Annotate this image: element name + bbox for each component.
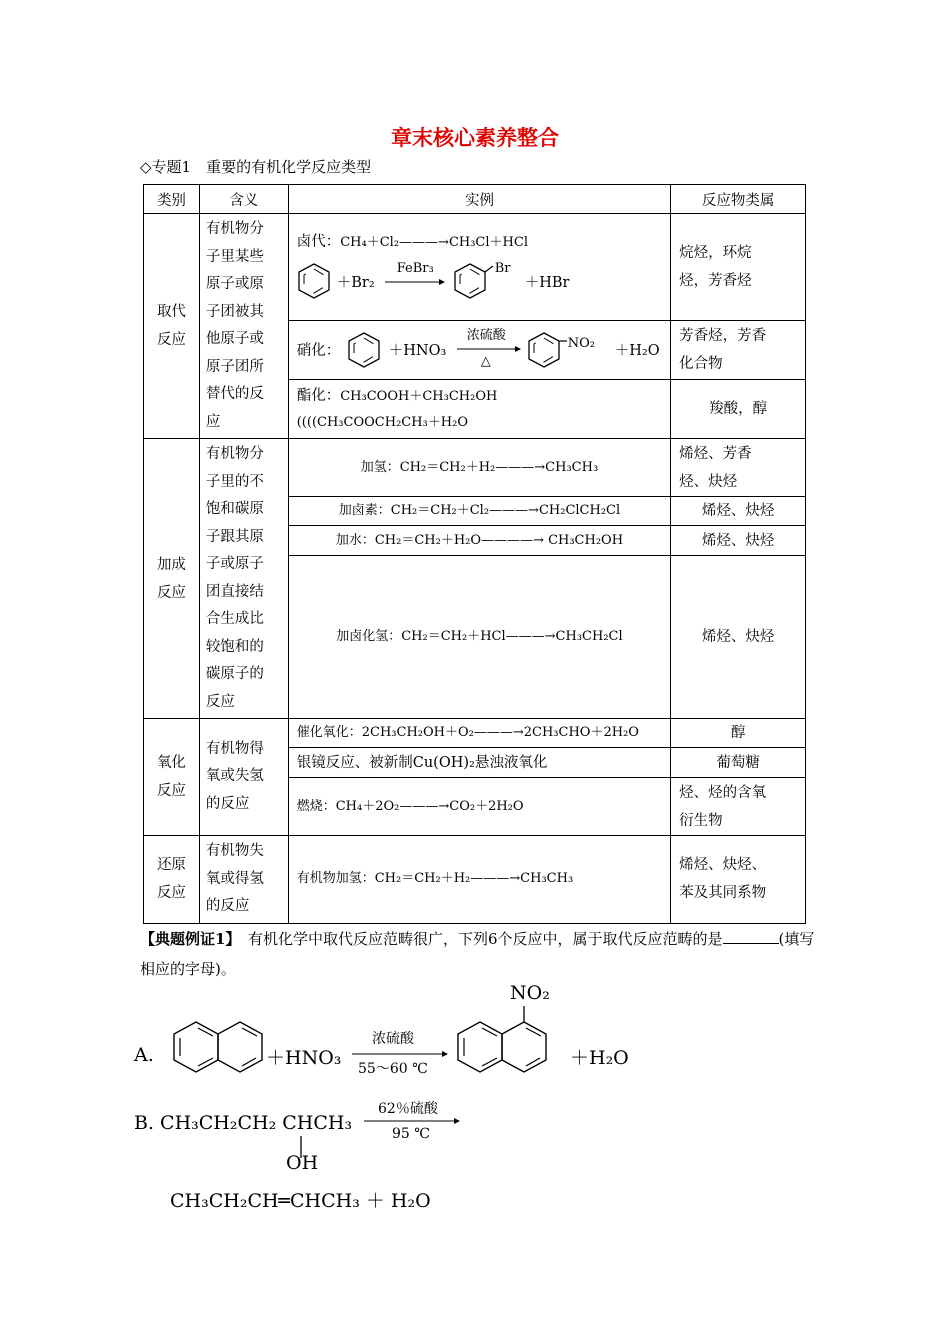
example-suffix: (填写相应的字母)。	[140, 930, 815, 978]
oxidation-catalytic-type: 醇	[671, 719, 806, 748]
section-subtitle: ◇专题1 重要的有机化学反应类型	[140, 158, 372, 176]
option-b-condition: 95 ℃	[392, 1126, 430, 1142]
esterification-cell: 酯化：CH₃COOH＋CH₃CH₂OH ((((CH₃COOCH₂CH₃＋H₂O	[288, 380, 670, 439]
option-a-condition: 55～60 ℃	[358, 1061, 428, 1077]
reaction-arrow-icon	[352, 1050, 448, 1058]
halogenation-reagent: ＋Br₂	[336, 275, 375, 292]
page-title: 章末核心素养整合	[391, 125, 559, 150]
nitro-substituent: NO₂	[567, 336, 595, 352]
nitration-reactant-type: 芳香烃，芳香 化合物	[671, 320, 806, 380]
nitration-catalyst: 浓硫酸	[466, 328, 506, 344]
meaning-reduction: 有机物失 氧或得氢 的反应	[199, 836, 288, 924]
option-a-catalyst: 浓硫酸	[372, 1031, 414, 1047]
esterification-reactant-type: 羧酸，醇	[671, 380, 806, 439]
header-example: 实例	[288, 185, 670, 214]
header-reactant-type: 反应物类属	[671, 185, 806, 214]
halogenation-cell	[288, 214, 670, 321]
addition-hydrogen-halide: 加卤化氢：CH₂＝CH₂＋HCl———→CH₃CH₂Cl	[288, 556, 670, 719]
category-substitution: 取代 反应	[144, 214, 200, 439]
naphthalene-icon	[172, 1018, 268, 1088]
nitration-label: 硝化：	[296, 343, 341, 360]
option-b-catalyst: 62％硫酸	[378, 1101, 438, 1117]
addition-water-type: 烯烃、炔烃	[671, 526, 806, 556]
category-addition: 加成 反应	[144, 439, 200, 719]
reaction-arrow-icon	[385, 278, 445, 286]
meaning-addition: 有机物分 子里的不 饱和碳原 子跟其原 子或原子 团直接结 合生成比 较饱和的 碳原子的 反应	[199, 439, 288, 719]
halogenation-product: ＋HBr	[524, 275, 570, 292]
halogenation-label: 卤代：	[296, 234, 341, 251]
halogenation-reactant-type: 烷烃，环烷 烃，芳香烃	[671, 214, 806, 321]
oxidation-silver-mirror: 银镜反应、被新制Cu(OH)₂悬浊液氧化	[288, 748, 670, 778]
nitration-reagent: ＋HNO₃	[388, 343, 447, 360]
table-header-row	[144, 185, 806, 214]
option-a-reagent: ＋HNO₃	[266, 1047, 342, 1069]
example-text: 有机化学中取代反应范畴很广，下列6个反应中，属于取代反应范畴的是	[232, 930, 723, 948]
bromo-substituent: Br	[494, 261, 511, 277]
reaction-arrow-icon	[364, 1117, 460, 1125]
bromobenzene-icon	[453, 260, 493, 300]
table-row	[144, 439, 806, 497]
header-meaning: 含义	[199, 185, 288, 214]
answer-blank[interactable]	[723, 929, 779, 944]
option-a-product: ＋H₂O	[570, 1047, 629, 1069]
oxidation-catalytic: 催化氧化：2CH₃CH₂OH＋O₂———→2CH₃CHO＋2H₂O	[288, 719, 670, 748]
table-row	[144, 214, 806, 321]
addition-hydrogenation-type: 烯烃、芳香 烃、炔烃	[671, 439, 806, 497]
halogenation-eq1: CH₄＋Cl₂———→CH₃Cl＋HCl	[340, 235, 528, 251]
oxidation-combustion: 燃烧：CH₄＋2O₂———→CO₂＋2H₂O	[288, 778, 670, 836]
addition-halogen: 加卤素：CH₂＝CH₂＋Cl₂———→CH₂ClCH₂Cl	[288, 497, 670, 526]
category-oxidation: 氧化 反应	[144, 719, 200, 836]
header-category: 类别	[144, 185, 200, 214]
reduction-hydrogenation: 有机物加氢：CH₂＝CH₂＋H₂———→CH₃CH₃	[288, 836, 670, 924]
option-b-reactant: B. CH₃CH₂CH₂ CHCH₃	[134, 1112, 353, 1134]
option-b-product: CH₃CH₂CH═CHCH₃ ＋ H₂O	[170, 1190, 431, 1212]
reduction-type: 烯烃、炔烃、 苯及其同系物	[671, 836, 806, 924]
option-b-hydroxyl: OH	[286, 1152, 319, 1174]
option-a-label: A.	[134, 1044, 154, 1066]
benzene-icon	[347, 331, 381, 369]
addition-halogen-type: 烯烃、炔烃	[671, 497, 806, 526]
febr3-catalyst: FeBr₃	[396, 261, 434, 277]
addition-water: 加水：CH₂＝CH₂＋H₂O————→ CH₃CH₂OH	[288, 526, 670, 556]
nitration-product: ＋H₂O	[614, 343, 660, 360]
addition-hydrogenation: 加氢：CH₂＝CH₂＋H₂———→CH₃CH₃	[288, 439, 670, 497]
nitrobenzene-icon	[527, 329, 567, 369]
nitration-cell	[288, 320, 670, 380]
example-label: 【典题例证1】	[140, 930, 233, 948]
category-reduction: 还原 反应	[144, 836, 200, 924]
reaction-types-table	[143, 184, 806, 924]
option-a-nitro: NO₂	[510, 982, 550, 1004]
table-row	[144, 836, 806, 924]
oxidation-combustion-type: 烃、烃的含氧 衍生物	[671, 778, 806, 836]
meaning-oxidation: 有机物得 氧或失氢 的反应	[199, 719, 288, 836]
oxidation-silver-mirror-type: 葡萄糖	[671, 748, 806, 778]
addition-hydrogen-halide-type: 烯烃、炔烃	[671, 556, 806, 719]
meaning-substitution: 有机物分 子里某些 原子或原 子团被其 他原子或 原子团所 替代的反 应	[199, 214, 288, 439]
table-row	[144, 719, 806, 748]
benzene-icon	[297, 262, 331, 300]
heat-symbol: △	[480, 354, 491, 370]
example-question	[140, 924, 820, 984]
nitronaphthalene-icon	[456, 1004, 552, 1088]
